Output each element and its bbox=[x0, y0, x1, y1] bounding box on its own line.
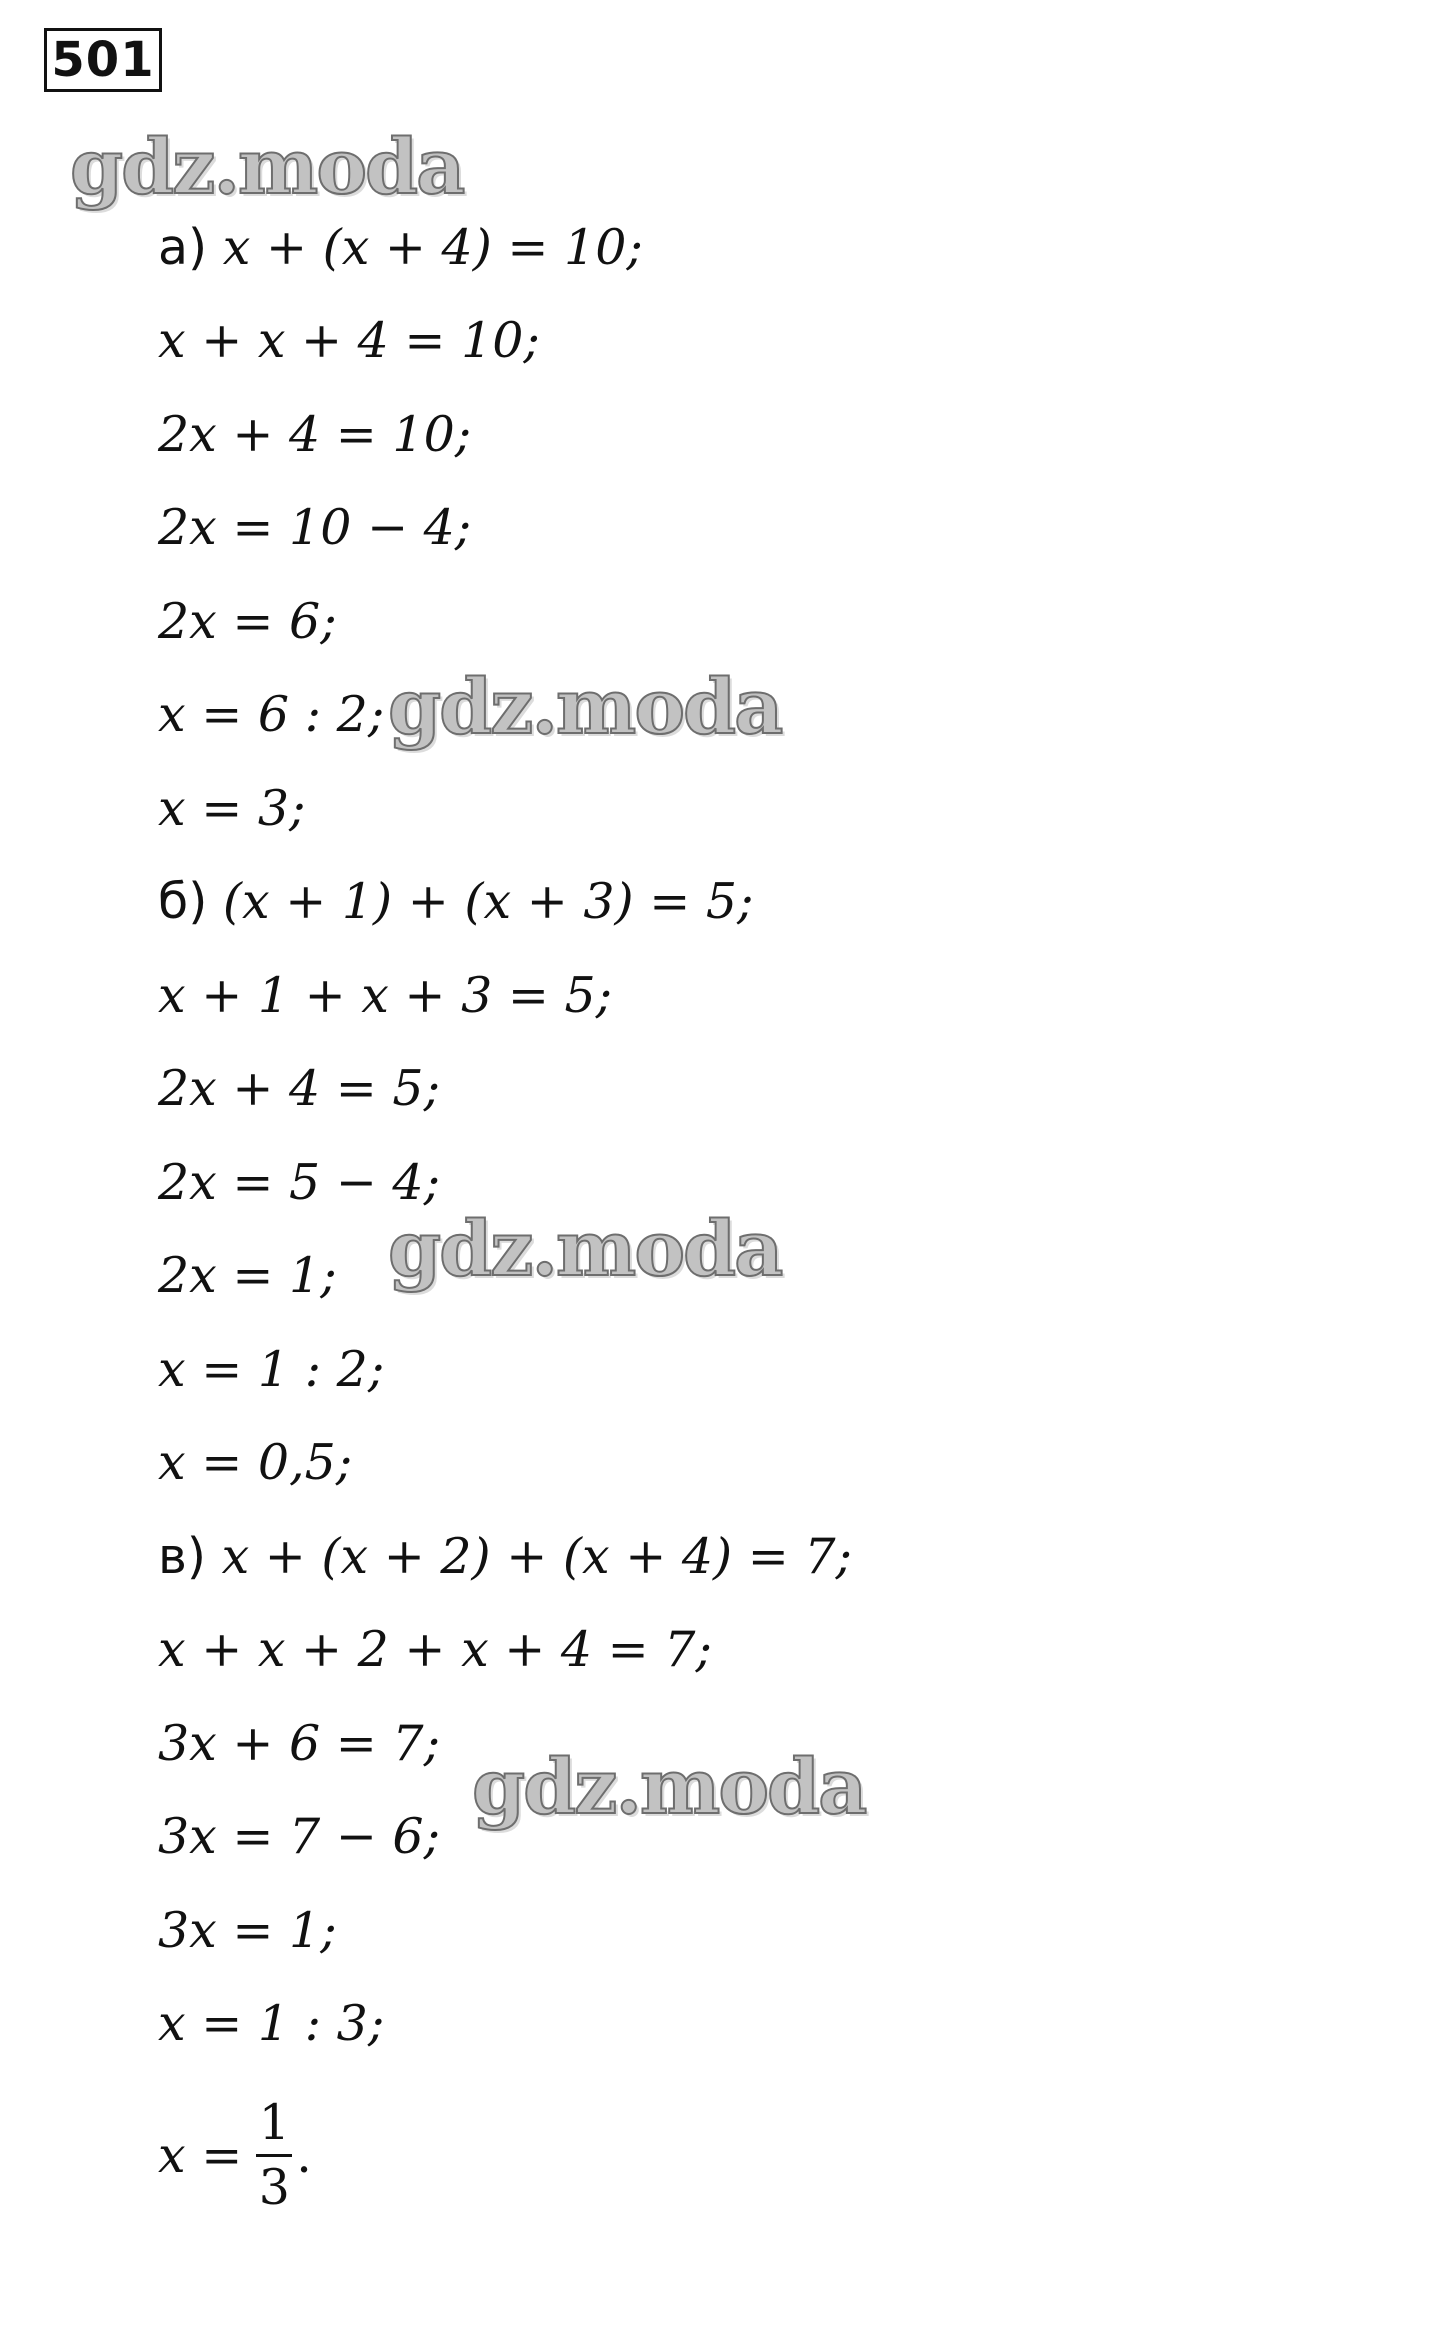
equation: 3x = 7 − 6; bbox=[158, 1808, 441, 1865]
equation: x + (x + 4) = 10; bbox=[222, 219, 643, 276]
final-suffix: . bbox=[296, 2126, 312, 2184]
part-label: а) bbox=[158, 219, 208, 276]
equation: x + x + 2 + x + 4 = 7; bbox=[158, 1621, 712, 1678]
solution-line bbox=[158, 1522, 852, 1592]
solution-line bbox=[158, 680, 384, 750]
solution-line bbox=[158, 1241, 337, 1311]
equation: 3x + 6 = 7; bbox=[158, 1715, 441, 1772]
solution-line bbox=[158, 961, 612, 1031]
fraction-denominator: 3 bbox=[258, 2158, 290, 2216]
equation: 2x + 4 = 10; bbox=[158, 406, 472, 463]
fraction-numerator: 1 bbox=[258, 2093, 290, 2151]
solution-line bbox=[158, 1615, 712, 1685]
equation: x = 1 : 3; bbox=[158, 1995, 385, 2052]
equation: (x + 1) + (x + 3) = 5; bbox=[222, 873, 754, 930]
watermark-logo: gdz.moda bbox=[388, 662, 782, 751]
equation: x = 3; bbox=[158, 780, 306, 837]
equation: 2x = 6; bbox=[158, 593, 337, 650]
equation: 2x + 4 = 5; bbox=[158, 1060, 441, 1117]
solution-line bbox=[158, 1428, 352, 1498]
equation: 2x = 5 − 4; bbox=[158, 1154, 441, 1211]
fraction bbox=[256, 2092, 292, 2219]
equation: 2x = 1; bbox=[158, 1247, 337, 1304]
watermark-logo: gdz.moda bbox=[70, 122, 464, 211]
solution-line bbox=[158, 1896, 337, 1966]
part-label: б) bbox=[158, 873, 208, 930]
solution-line bbox=[158, 1802, 440, 1872]
solution-line bbox=[158, 213, 643, 283]
solution-line bbox=[158, 1709, 440, 1779]
solution-line bbox=[158, 1335, 384, 1405]
solution-line bbox=[158, 400, 471, 470]
solution-line bbox=[158, 774, 306, 844]
equation: 3x = 1; bbox=[158, 1902, 337, 1959]
equation: x + (x + 2) + (x + 4) = 7; bbox=[221, 1528, 853, 1585]
solution-line bbox=[158, 1989, 384, 2059]
solution-line bbox=[158, 306, 540, 376]
equation: x = 1 : 2; bbox=[158, 1341, 385, 1398]
equation: x + 1 + x + 3 = 5; bbox=[158, 967, 613, 1024]
equation: x = 0,5; bbox=[158, 1434, 353, 1491]
solution-line bbox=[158, 587, 337, 657]
final-answer-line bbox=[158, 2080, 312, 2230]
watermark-logo: gdz.moda bbox=[388, 1204, 782, 1293]
solution-line bbox=[158, 1148, 440, 1218]
equation: x = 6 : 2; bbox=[158, 686, 385, 743]
final-lhs: x = bbox=[158, 2126, 243, 2184]
equation: 2x = 10 − 4; bbox=[158, 499, 472, 556]
solution-line bbox=[158, 867, 754, 937]
equation: x + x + 4 = 10; bbox=[158, 312, 540, 369]
watermark-logo: gdz.moda bbox=[472, 1742, 866, 1831]
part-label: в) bbox=[158, 1528, 206, 1585]
problem-number-badge: 501 bbox=[44, 28, 162, 92]
solution-line bbox=[158, 1054, 440, 1124]
solution-line bbox=[158, 493, 471, 563]
